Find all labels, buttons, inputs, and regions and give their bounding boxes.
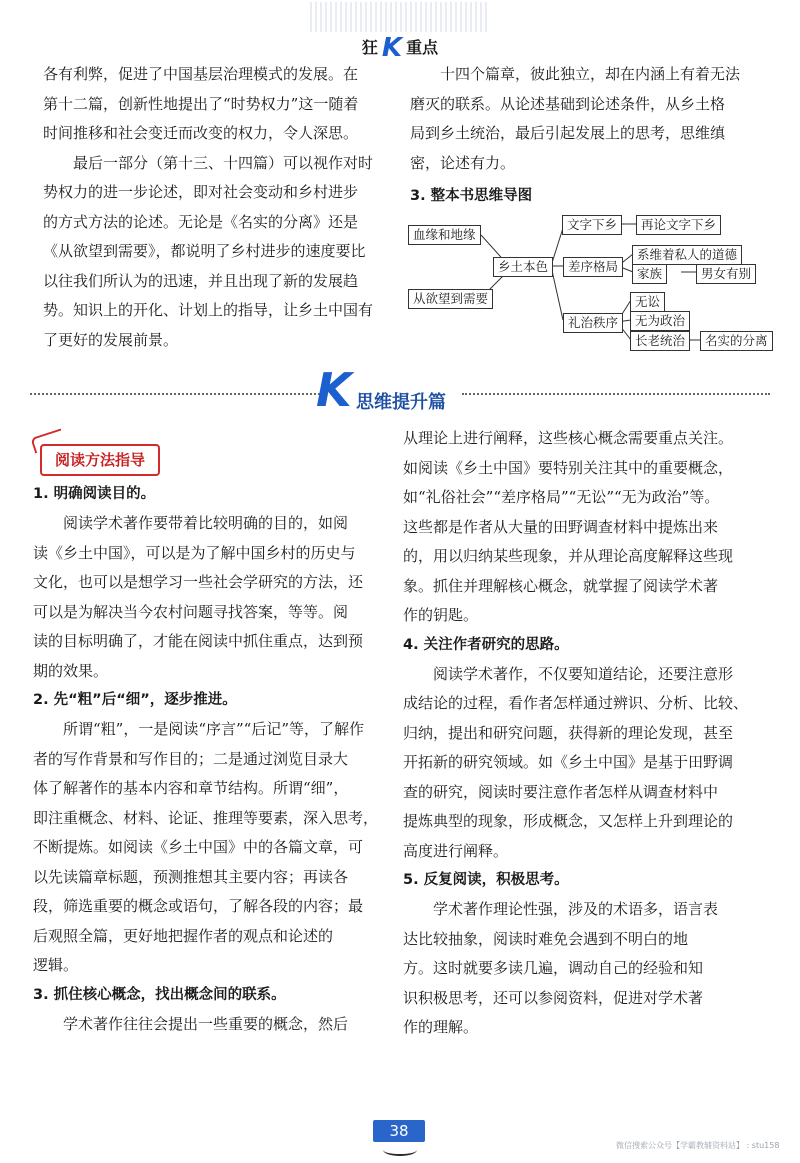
paragraph-3 — [33, 1010, 383, 1040]
header-pattern — [310, 2, 490, 32]
node-zhanglao: 长老统治 — [630, 331, 690, 351]
text-line: 逻辑。 — [33, 956, 79, 974]
text-line: 磨灭的联系。从论述基础到论述条件，从乡土格 — [410, 94, 726, 113]
header-right: 重点 — [406, 38, 439, 57]
badge-label: 阅读方法指导 — [54, 451, 145, 469]
text-line: 读的目标明确了，才能在阅读中抓住重点，达到预 — [33, 632, 364, 650]
heading-1: 1. 明确阅读目的。 — [33, 486, 156, 502]
node-wuwei: 无为政治 — [630, 311, 690, 331]
text-line: 段，筛选重要的概念或语句，了解各段的内容；最 — [33, 897, 364, 915]
text-line: 最后一部分（第十三、十四篇）可以视作对时 — [73, 153, 374, 172]
text-line: 读《乡土中国》，可以是为了解中国乡村的历史与 — [33, 543, 356, 562]
heading-mindmap: 3. 整本书思维导图 — [410, 188, 533, 204]
text-line: 了更好的发展前景。 — [43, 330, 179, 349]
right-top-text — [410, 60, 770, 178]
paragraph-5 — [403, 895, 770, 1043]
text-line: 体了解著作的基本内容和章节结构。所谓“细”， — [33, 779, 349, 797]
text-line: 阅读学术著作，不仅要知道结论，还要注意形 — [433, 664, 734, 683]
text-line: 密，论述有力。 — [410, 153, 516, 172]
text-line: 查的研究，阅读时要注意作者怎样从调查材料中 — [403, 782, 719, 801]
text-line: 者的写作背景和写作目的；二是通过浏览目录大 — [33, 749, 349, 768]
text-line: 即注重概念、材料、论证、推理等要素，深入思考， — [33, 808, 379, 827]
text-line: 开拓新的研究领域。如《乡土中国》是基于田野调 — [403, 753, 734, 771]
heading-4: 4. 关注作者研究的思路。 — [403, 636, 569, 653]
text-line: 第十二篇，创新性地提出了“时势权力”这一随着 — [43, 94, 359, 113]
text-line: 提炼典型的现象，形成概念，又怎样上升到理论的 — [403, 812, 734, 830]
text-line: 的方式方法的论述。无论是《名实的分离》还是 — [43, 212, 359, 231]
node-wenzi: 文字下乡 — [562, 215, 622, 235]
text-line: 不断提炼。如阅读《乡土中国》中的各篇文章，可 — [33, 838, 364, 856]
paragraph-3-cont — [403, 424, 770, 631]
text-line: 时间推移和社会变迁而改变的权力，令人深思。 — [43, 124, 359, 142]
mind-map — [405, 210, 775, 360]
node-lizhi: 礼治秩序 — [563, 313, 623, 333]
node-center: 乡土本色 — [493, 257, 553, 277]
text-line: 后观照全篇，更好地把握作者的观点和论述的 — [33, 926, 334, 945]
text-line: 可以是为解决当今农村问题寻找答案，等等。阅 — [33, 602, 349, 621]
text-line: 势权力的进一步论述，即对社会变动和乡村进步 — [43, 183, 359, 201]
node-mingshi: 名实的分离 — [700, 331, 773, 351]
text-line: 《从欲望到需要》，都说明了乡村进步的速度要比 — [43, 242, 366, 260]
text-line: 的，用以归纳某些现象，并从理论高度解释这些现 — [403, 547, 734, 565]
footer-note: 微信搜索公众号【学霸教辅资料站】 : stu158 — [616, 1141, 780, 1150]
node-ximo: 系维着私人的道德 — [632, 245, 742, 265]
text-line: 作的钥匙。 — [403, 606, 479, 624]
paragraph-2 — [33, 715, 383, 981]
header-k-logo: K — [381, 33, 403, 63]
text-line: 势。知识上的开化、计划上的指导，让乡土中国有 — [43, 301, 374, 319]
text-line: 成结论的过程，看作者怎样通过辨识、分析、比较、 — [403, 694, 749, 712]
text-line: 十四个篇章，彼此独立，却在内涵上有着无法 — [440, 65, 741, 83]
heading-5: 5. 反复阅读，积极思考。 — [403, 872, 569, 888]
heading-2: 2. 先“粗”后“细”，逐步推进。 — [33, 692, 237, 708]
page-ornament — [383, 1144, 417, 1156]
divider-right — [462, 393, 770, 395]
section-title: 思维提升篇 — [356, 392, 446, 413]
heading-3: 3. 抓住核心概念，找出概念间的联系。 — [33, 986, 286, 1003]
node-yuwang: 从欲望到需要 — [408, 289, 493, 309]
text-line: 文化，也可以是想学习一些社会学研究的方法，还 — [33, 573, 364, 591]
text-line: 如“礼俗社会”“差序格局”“无讼”“无为政治”等。 — [403, 488, 720, 506]
text-line: 达比较抽象，阅读时难免会遇到不明白的地 — [403, 929, 689, 948]
text-line: 象。抓住并理解核心概念，就掌握了阅读学术著 — [403, 576, 719, 595]
text-line: 识积极思考，还可以参阅资料，促进对学术著 — [403, 988, 704, 1007]
node-jiazu: 家族 — [632, 264, 667, 284]
text-line: 这些都是作者从大量的田野调查材料中提炼出来 — [403, 517, 719, 536]
text-line: 归纳，提出和研究问题，获得新的理论发现，甚至 — [403, 723, 734, 742]
text-line: 所谓“粗”，一是阅读“序言”“后记”等，了解作 — [63, 720, 365, 738]
method-badge — [40, 444, 160, 476]
text-line: 方。这时就要多读几遍，调动自己的经验和知 — [403, 959, 704, 977]
section-k-logo: K — [316, 363, 352, 417]
text-line: 各有利弊，促进了中国基层治理模式的发展。在 — [43, 65, 359, 83]
node-zailun: 再论文字下乡 — [636, 215, 721, 235]
text-line: 从理论上进行阐释，这些核心概念需要重点关注。 — [403, 429, 734, 447]
node-chaxu: 差序格局 — [563, 257, 623, 277]
text-line: 期的效果。 — [33, 661, 109, 680]
text-line: 高度进行阐释。 — [403, 841, 509, 860]
text-line: 阅读学术著作要带着比较明确的目的，如阅 — [63, 514, 349, 532]
text-line: 学术著作理论性强，涉及的术语多，语言表 — [433, 900, 719, 918]
right-body — [403, 424, 770, 1043]
node-wusong: 无讼 — [630, 292, 665, 312]
left-top-text — [43, 60, 386, 355]
header-left: 狂 — [361, 38, 378, 57]
divider-left — [30, 393, 320, 395]
node-nannv: 男女有别 — [696, 264, 756, 284]
paragraph-1 — [33, 509, 383, 686]
text-line: 局到乡土统治，最后引起发展上的思考，思维缜 — [410, 124, 726, 142]
text-line: 如阅读《乡土中国》要特别关注其中的重要概念， — [403, 458, 734, 477]
paragraph-4 — [403, 660, 770, 867]
left-body — [33, 480, 383, 1039]
text-line: 以先读篇章标题，预测推想其主要内容；再读各 — [33, 867, 349, 886]
page-number: 38 — [373, 1120, 425, 1142]
text-line: 以往我们所认为的迅速，并且出现了新的发展趋 — [43, 271, 359, 290]
text-line: 作的理解。 — [403, 1018, 479, 1036]
running-header — [0, 33, 800, 63]
text-line: 学术著作往往会提出一些重要的概念，然后 — [63, 1014, 349, 1033]
node-xueyuan: 血缘和地缘 — [408, 225, 481, 245]
